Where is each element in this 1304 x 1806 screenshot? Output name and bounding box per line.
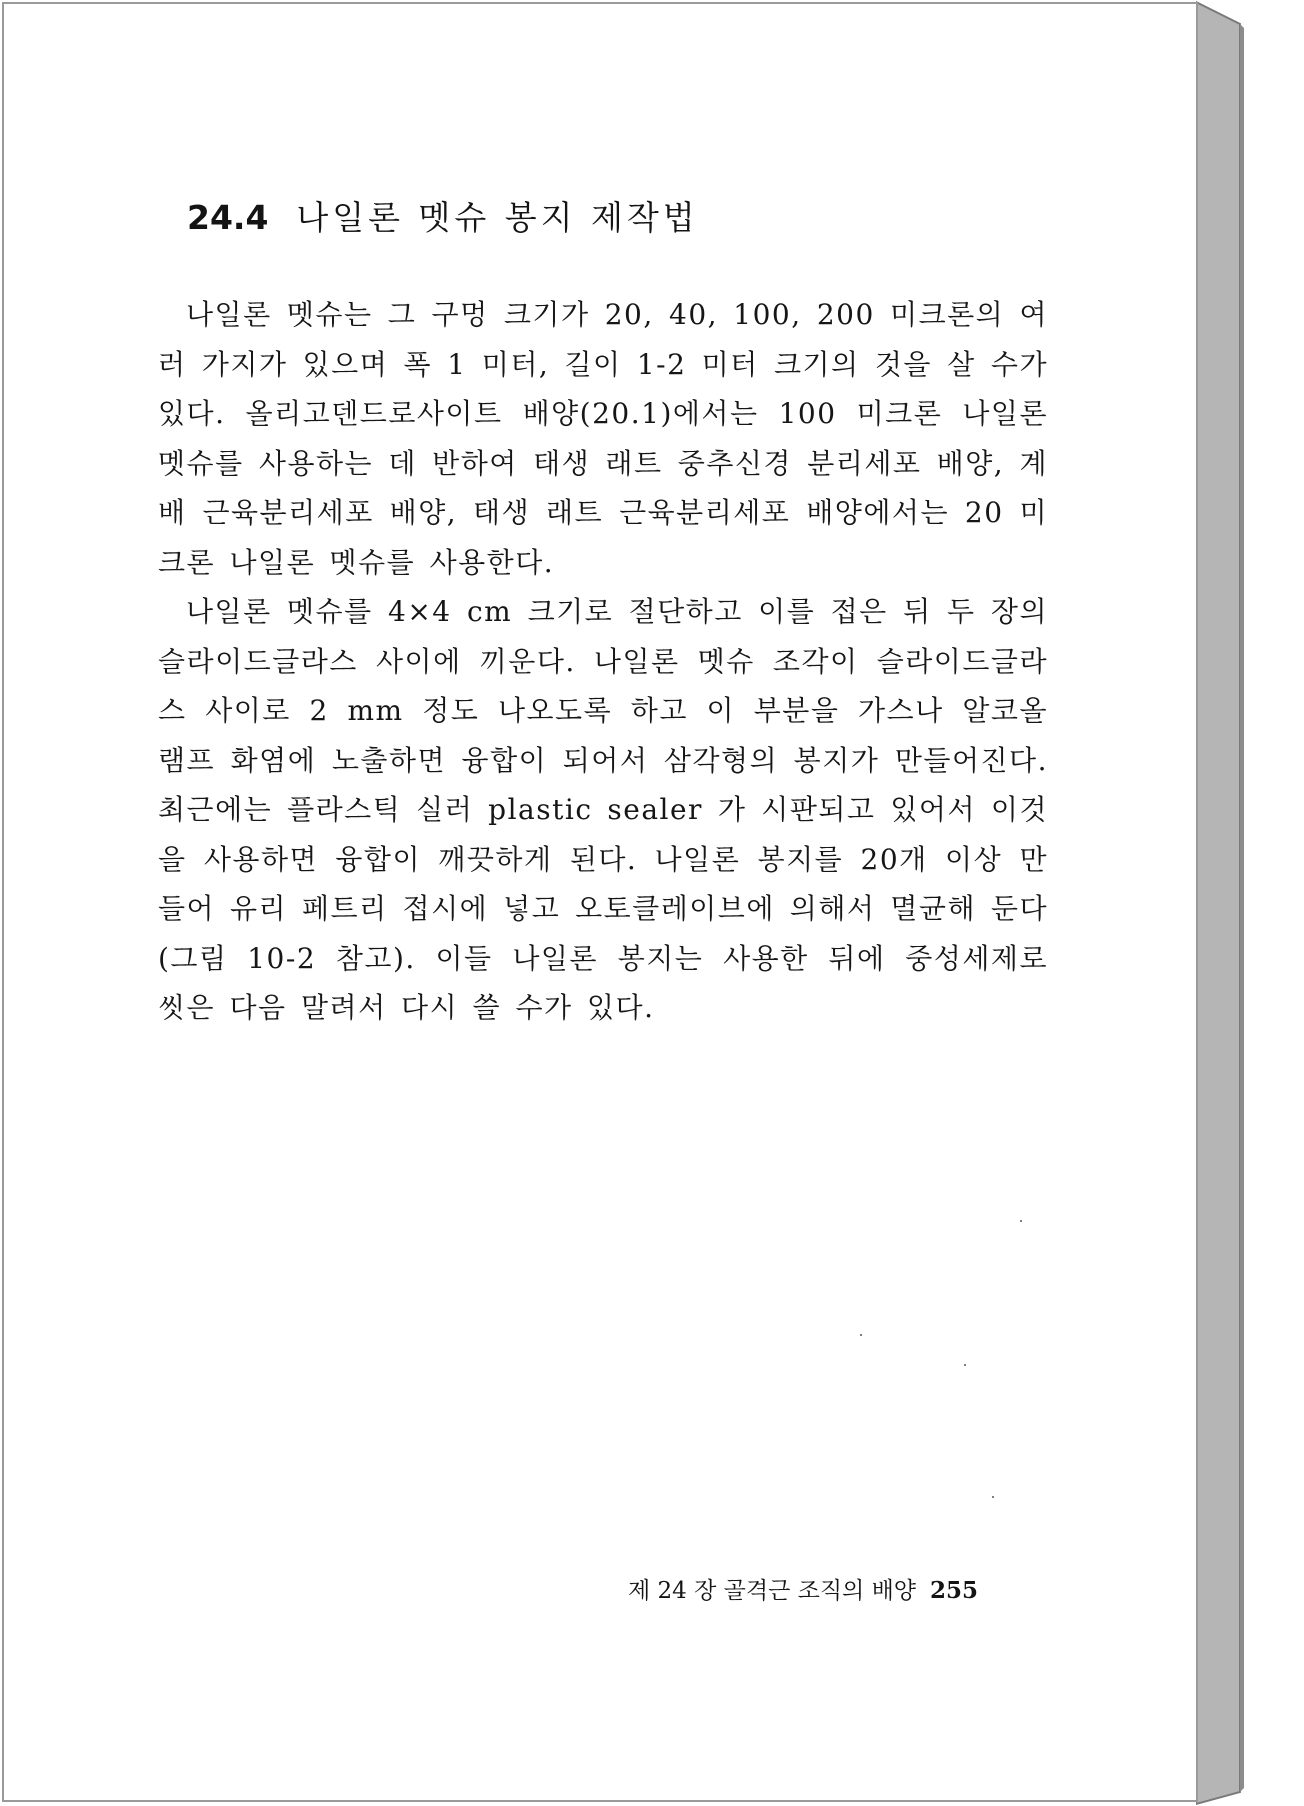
page-edge-thickness — [1196, 0, 1272, 1806]
running-footer — [628, 1572, 978, 1605]
section-number: 24.4 — [187, 198, 269, 237]
book-page — [2, 2, 1198, 1802]
page-edge-shape — [1196, 0, 1272, 1806]
paragraph-1: 나일론 멧슈는 그 구멍 크기가 20, 40, 100, 200 미크론의 여러 가지가 있으며 폭 1 미터, 길이 1-2 미터 크기의 것을 살 수가 있다. 올리고덴드로사이트 배양(20.1)에서는 100 미크론 나일론 멧슈를 사용하는 데 반하여 태생 래트 중추신경 분리세포 배양, 계배 근육분리세포 배양, 태생 래트 근육분리세포 배양에서는 20 미크론 나일론 멧슈를 사용한다. — [158, 298, 1048, 579]
section-heading — [187, 192, 699, 239]
page-number: 255 — [930, 1577, 979, 1604]
scan-speck — [860, 1334, 862, 1336]
paragraph-2: 나일론 멧슈를 4×4 cm 크기로 절단하고 이를 접은 뒤 두 장의 슬라이드글라스 사이에 끼운다. 나일론 멧슈 조각이 슬라이드글라스 사이로 2 mm 정도 나오도록 하고 이 부분을 가스나 알코올 램프 화염에 노출하면 융합이 되어서 삼각형의 봉지가 만들어진다. 최근에는 플라스틱 실러 plastic sealer 가 시판되고 있어서 이것을 사용하면 융합이 깨끗하게 된다. 나일론 봉지를 20개 이상 만들어 유리 페트리 접시에 넣고 오토클레이브에 의해서 멸균해 둔다(그림 10-2 참고). 이들 나일론 봉지는 사용한 뒤에 중성세제로 씻은 다음 말려서 다시 쓸 수가 있다. — [158, 595, 1048, 1024]
section-title: 나일론 멧슈 봉지 제작법 — [296, 198, 699, 237]
body-text — [158, 290, 1048, 1033]
scan-speck — [964, 1364, 966, 1366]
footer-chapter: 제 24 장 골격근 조직의 배양 — [628, 1578, 917, 1604]
scan-speck — [992, 1496, 994, 1498]
scan-speck — [1020, 1220, 1022, 1222]
